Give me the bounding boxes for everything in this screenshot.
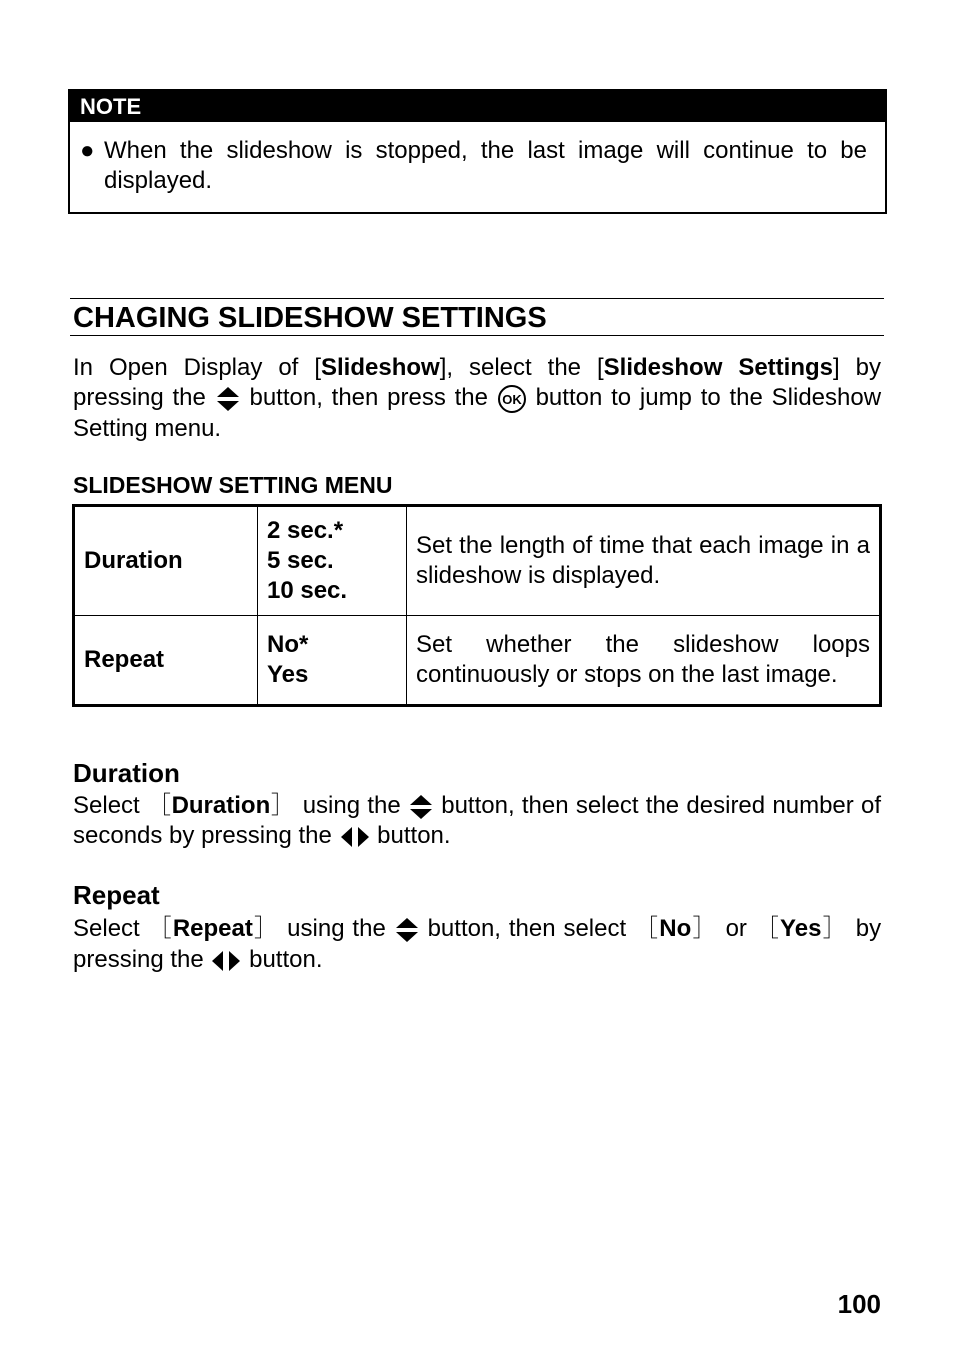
bracket-close: ］ — [270, 792, 296, 819]
svg-text:OK: OK — [502, 391, 522, 407]
setting-name: Repeat — [74, 616, 258, 706]
note-box — [68, 89, 887, 214]
duration-text-1: Select — [73, 792, 140, 819]
setting-description: Set the length of time that each image in a slideshow is displayed. — [407, 506, 881, 616]
duration-text-4: button. — [377, 822, 451, 849]
bracket-close: ］ — [691, 915, 718, 942]
no-term: No — [659, 915, 692, 942]
up-down-arrows-icon — [394, 916, 420, 944]
option-value: 10 sec. — [267, 577, 348, 604]
settings-table — [72, 504, 882, 707]
duration-paragraph — [73, 791, 881, 851]
duration-text-3: button, then select the desired number of seconds by pressing the — [73, 792, 882, 849]
bracket-close: ］ — [252, 915, 280, 942]
option-value: Yes — [267, 661, 309, 688]
intro-text-1: In Open Display of [ — [73, 354, 321, 381]
bracket-open: ［ — [147, 915, 173, 942]
intro-text-5: button to jump to the Slideshow Setting menu. — [73, 384, 882, 442]
intro-text-2: ], select the [ — [439, 354, 604, 381]
option-value: No* — [267, 631, 309, 658]
setting-name: Duration — [74, 506, 258, 616]
intro-paragraph — [73, 353, 881, 444]
option-value: 2 sec.* — [267, 517, 344, 544]
repeat-heading: Repeat — [73, 880, 160, 910]
repeat-text-6: button. — [249, 946, 323, 973]
duration-text-2: using the — [302, 792, 401, 819]
setting-options — [258, 616, 407, 706]
duration-heading: Duration — [73, 758, 180, 788]
bracket-close: ］ — [821, 915, 848, 942]
intro-text-4: button, then press the — [249, 384, 488, 411]
repeat-text-1: Select — [73, 915, 140, 942]
page-number: 100 — [837, 1289, 881, 1319]
section-title: CHAGING SLIDESHOW SETTINGS — [70, 298, 884, 336]
ok-button-icon — [497, 384, 527, 414]
up-down-arrows-icon — [215, 385, 241, 413]
slideshow-settings-term: Slideshow Settings — [603, 354, 834, 381]
table-row — [74, 616, 881, 706]
repeat-text-5: by pressing the — [73, 915, 882, 973]
option-value: 5 sec. — [267, 547, 334, 574]
setting-description: Set whether the slideshow loops continuously or stops on the last image. — [407, 616, 881, 706]
repeat-paragraph — [73, 913, 881, 975]
yes-term: Yes — [780, 915, 822, 942]
menu-heading: SLIDESHOW SETTING MENU — [73, 472, 393, 498]
intro-text-3: ] by pressing the — [73, 354, 882, 411]
repeat-text-2: using the — [287, 915, 386, 942]
duration-term: Duration — [171, 792, 271, 819]
slideshow-term: Slideshow — [321, 354, 440, 381]
bracket-open: ［ — [634, 915, 660, 942]
bullet-icon: ● — [80, 137, 95, 164]
left-right-arrows-icon — [210, 949, 242, 973]
repeat-text-3: button, then select — [427, 915, 627, 942]
up-down-arrows-icon — [408, 793, 434, 821]
bracket-open: ［ — [754, 915, 781, 942]
repeat-text-4: or — [725, 915, 747, 942]
bracket-open: ［ — [146, 792, 172, 819]
note-text: When the slideshow is stopped, the last image will continue to be displayed. — [104, 137, 867, 194]
left-right-arrows-icon — [339, 825, 371, 849]
note-label: NOTE — [70, 91, 885, 122]
table-row — [74, 506, 881, 616]
repeat-term: Repeat — [172, 915, 253, 942]
setting-options — [258, 506, 407, 616]
note-body — [70, 122, 885, 212]
